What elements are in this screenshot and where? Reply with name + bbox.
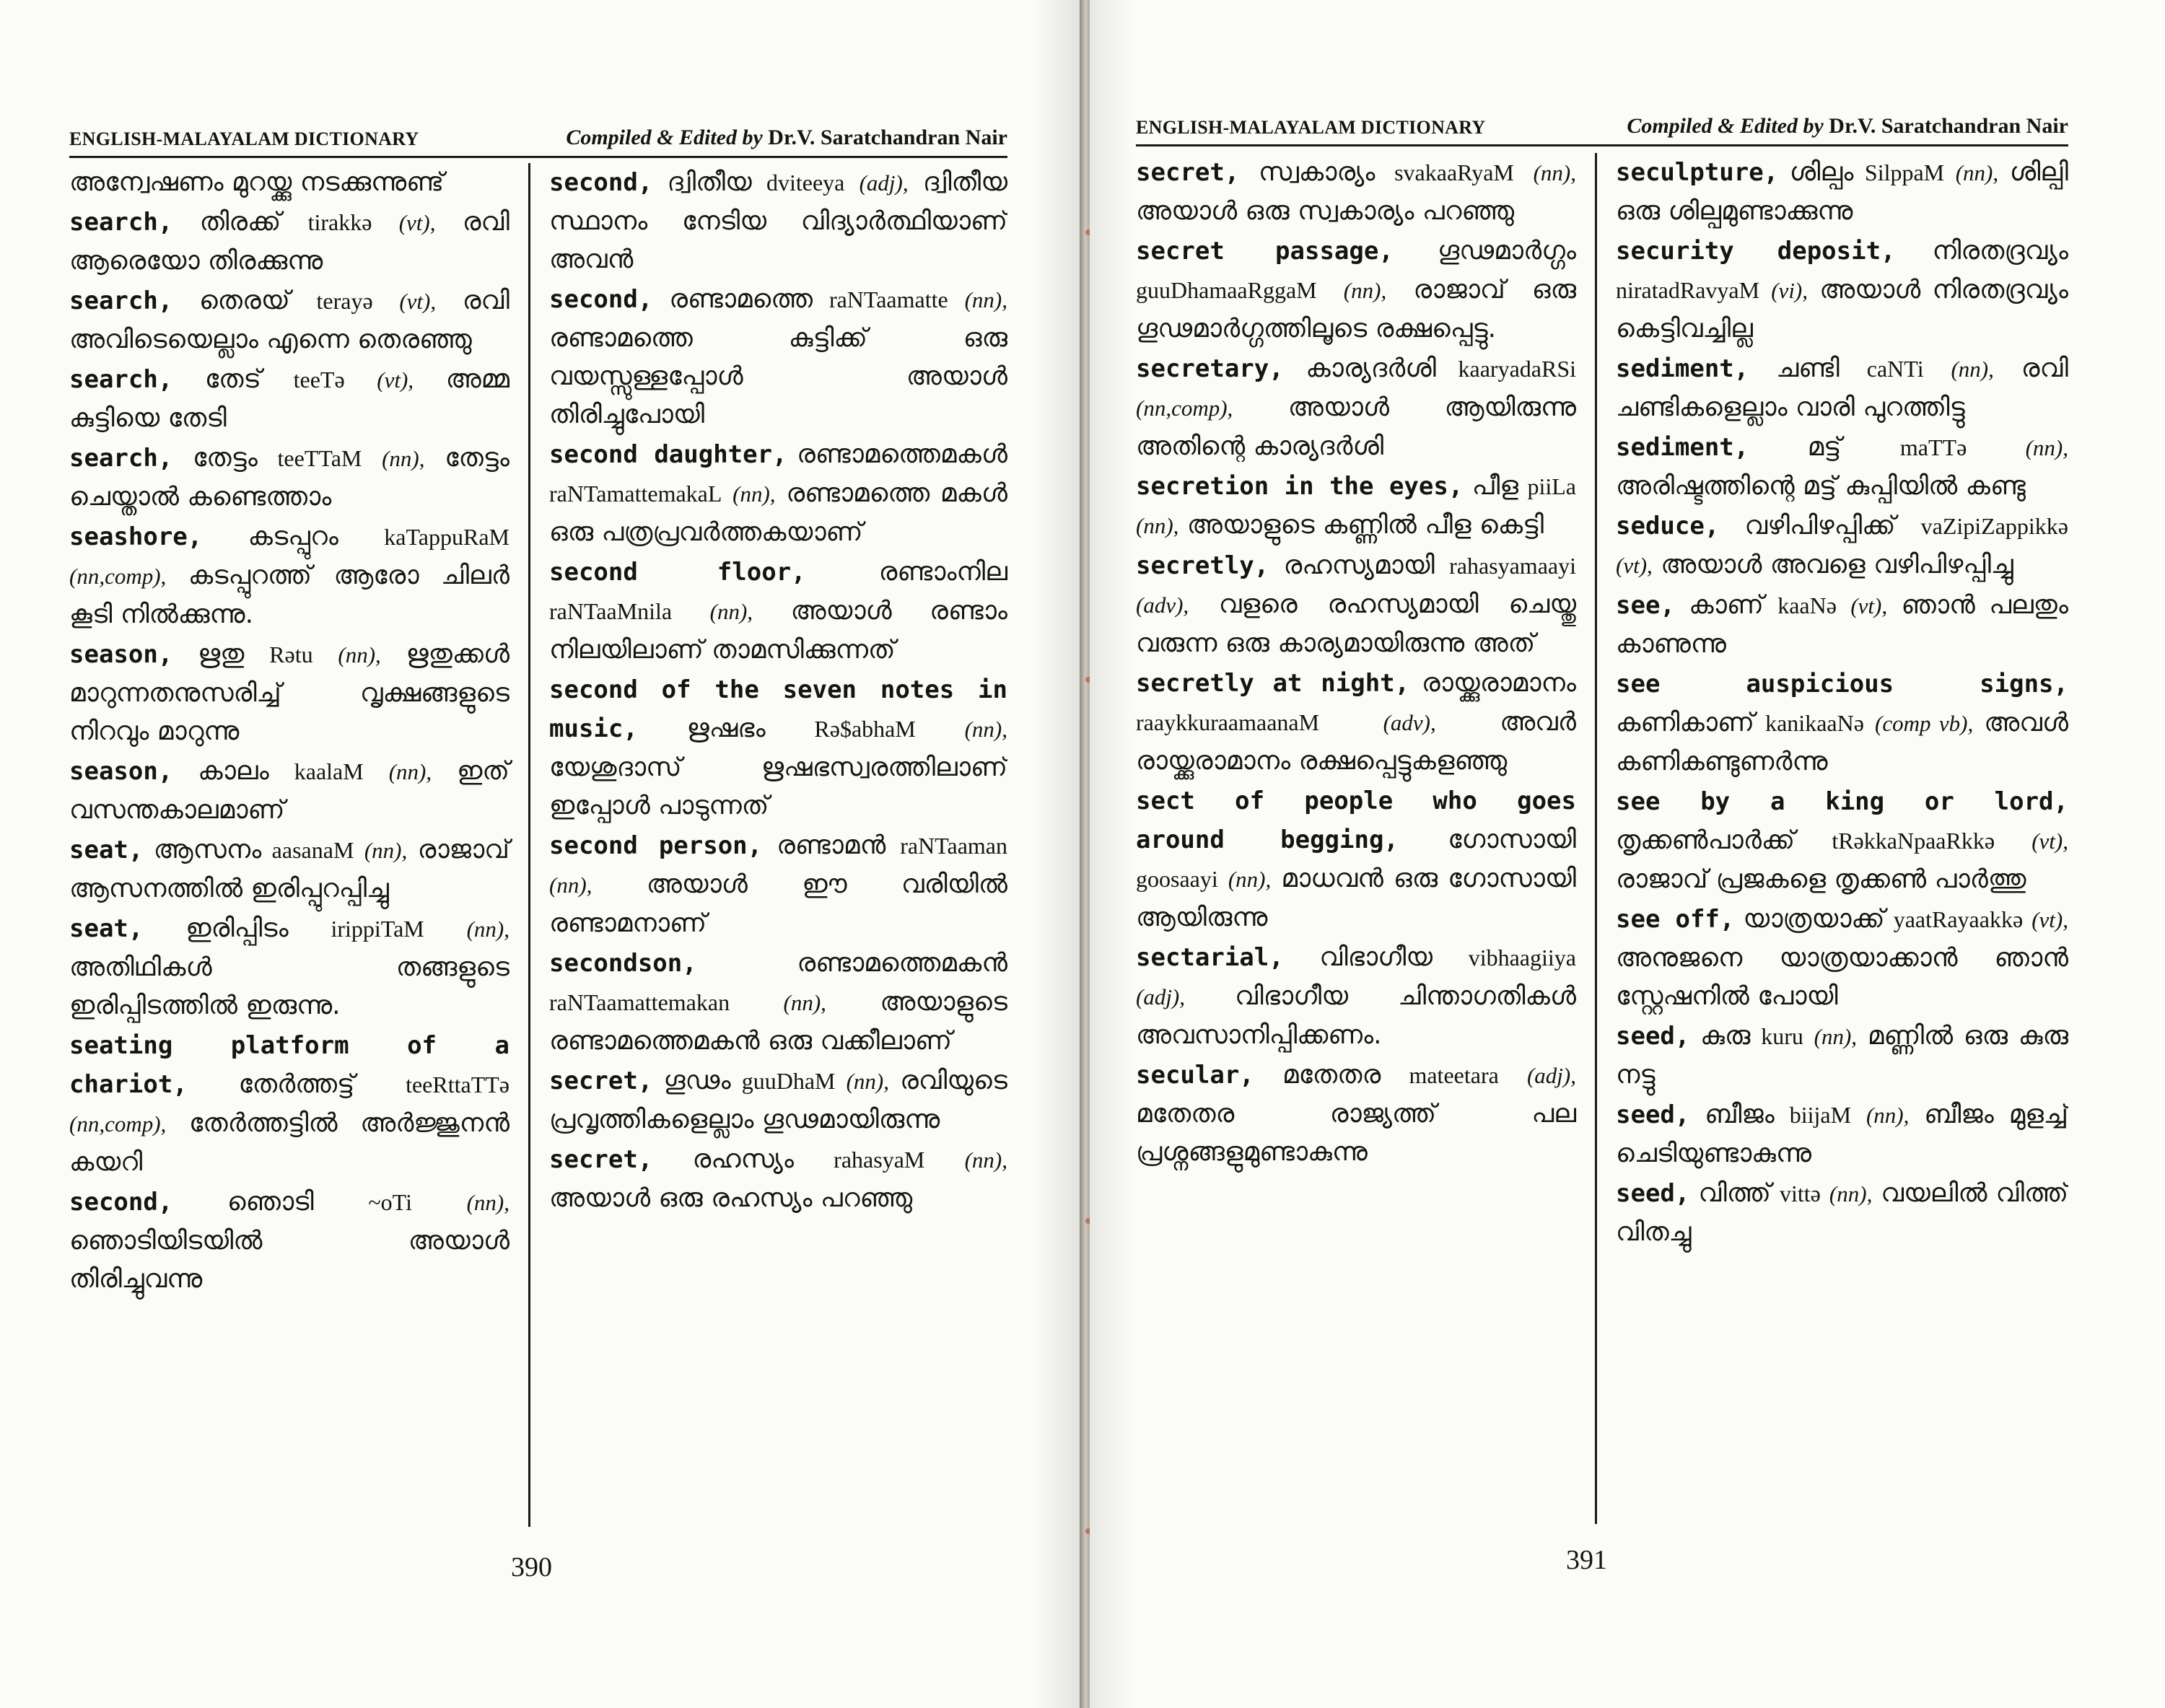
malayalam-equivalent: പീള [1471,471,1519,501]
part-of-speech: (nn), [466,1190,510,1215]
example-sentence: അനുജനെ യാത്രയാക്കാൻ ഞാൻ സ്റ്റേഷനിൽ പോയി [1616,943,2068,1011]
transliteration: vittə [1779,1181,1821,1206]
malayalam-equivalent: രണ്ടാമത്തെമകൾ [797,439,1007,469]
part-of-speech: (vt), [377,367,414,393]
part-of-speech: (nn), [549,872,592,898]
headword: search, [69,208,173,237]
malayalam-equivalent: ശില്പം [1789,157,1854,187]
dictionary-entry [549,670,1007,825]
headword: second, [549,168,653,197]
example-sentence: ഞൊടിയിടയിൽ അയാൾ തിരിച്ചുവന്നു [69,1226,509,1294]
dictionary-entry [69,1183,509,1298]
dictionary-entry [1616,428,2068,505]
part-of-speech: (vt), [398,210,436,235]
malayalam-equivalent: കണികാണ് [1616,708,1754,737]
malayalam-equivalent: രഹസ്യം [692,1144,794,1174]
transliteration: raNTamattemakaL [549,481,722,507]
headword: second person, [549,831,763,860]
dictionary-entry [1136,349,1576,465]
example-sentence: മണ്ണിൽ ഒരു കുരു നട്ടു [1616,1021,2068,1090]
dictionary-entry [1136,467,1576,545]
malayalam-equivalent: കാലം [198,756,269,786]
dictionary-entry [1616,782,2068,898]
example-sentence: രാജാവ് ആസനത്തിൽ ഇരിപ്പുറപ്പിച്ചു [69,835,510,903]
example-sentence: കടപ്പുറത്ത് ആരോ ചിലർ കൂടി നിൽക്കുന്നു. [69,561,509,629]
transliteration: teeRttaTTə [406,1072,509,1098]
dictionary-entry [1616,900,2068,1015]
example-sentence: അമ്മ കുട്ടിയെ തേടി [69,364,509,433]
part-of-speech: (comp vb), [1875,711,1974,736]
headword: secretly, [1136,551,1269,580]
dictionary-entry [1616,586,2068,663]
malayalam-equivalent: തേട് [204,364,261,394]
malayalam-equivalent: ബീജം [1705,1100,1775,1129]
headword: security deposit, [1616,237,1896,266]
running-head [1136,100,2068,146]
transliteration: raaykkuraamaanaM [1136,709,1320,735]
part-of-speech: (vi), [1771,278,1808,303]
transliteration: terayə [316,288,373,314]
dictionary-entry [1136,781,1576,937]
transliteration: raNTaaman [900,833,1007,859]
transliteration: aasanaM [271,837,354,863]
compiler-credit [566,126,1007,150]
headword: secretion in the eyes, [1136,472,1464,501]
transliteration: tRəkkaNpaaRkkə [1832,828,1995,854]
example-sentence: ശില്പി ഒരു ശില്പമുണ്ടാക്കുന്നു [1616,157,2068,226]
dictionary-entry [1616,665,2068,781]
malayalam-equivalent: യാത്രയാക്ക് [1743,904,1885,934]
column-right [1595,153,2068,1524]
example-sentence: വിഭാഗീയ ചിന്താഗതികൾ അവസാനിപ്പിക്കണം. [1136,981,1576,1050]
transliteration: mateetara [1409,1062,1499,1088]
transliteration: rahasyamaayi [1449,553,1576,579]
headword: secretary, [1136,354,1284,383]
example-sentence: രാജാവ് പ്രജകളെ തൃക്കൺ പാർത്തു [1616,864,2026,894]
malayalam-equivalent: വിത്ത് [1698,1178,1771,1208]
dictionary-entry [1136,1056,1576,1171]
headword: secret, [1136,158,1240,187]
malayalam-equivalent: വിഭാഗീയ [1319,942,1433,972]
page-columns [1136,153,2068,1524]
part-of-speech: (nn), [964,287,1007,312]
part-of-speech: (nn), [1951,356,1994,382]
dictionary-entry [1616,349,2068,426]
headword: second of the seven notes in music, [549,675,1007,743]
part-of-speech: (nn), [1814,1024,1858,1049]
malayalam-equivalent: തേർത്തട്ട് [238,1069,355,1099]
malayalam-equivalent: ഞൊടി [227,1187,314,1217]
dictionary-entry [1136,232,1576,348]
dictionary-entry [69,439,509,516]
headword: sectarial, [1136,943,1284,972]
dictionary-title: ENGLISH-MALAYALAM DICTIONARY [1136,117,1486,138]
part-of-speech: (adv), [1383,710,1436,735]
part-of-speech: (nn,comp), [69,1111,167,1137]
part-of-speech: (nn), [964,717,1007,742]
malayalam-equivalent: രണ്ടാമത്തെമകൻ [797,948,1007,978]
example-sentence: വളരെ രഹസ്യമായി ചെയ്തു വരുന്ന ഒരു കാര്യമായിരുന്നു അത് [1136,590,1576,658]
example-sentence: അരിഷ്ടത്തിന്റെ മട്ട് കുപ്പിയിൽ കണ്ടു [1616,471,2026,501]
example-sentence: അയാൾ ആയിരുന്നു അതിന്റെ കാര്യദർശി [1136,393,1576,461]
malayalam-equivalent: ദ്വിതീയ [667,167,752,197]
part-of-speech: (nn,comp), [1136,395,1233,421]
part-of-speech: (nn), [964,1147,1007,1173]
compiler-name: Dr.V. Saratchandran Nair [1829,114,2068,138]
part-of-speech: (vt), [2031,907,2068,932]
malayalam-equivalent: ഇരിപ്പിടം [185,914,289,943]
malayalam-equivalent: തൃക്കൺപാർക്ക് [1616,825,1796,855]
transliteration: niratadRavyaM [1616,277,1760,303]
malayalam-equivalent: മതേതര [1282,1060,1381,1090]
headword: seed, [1616,1179,1690,1208]
malayalam-equivalent: രഹസ്യമായി [1283,551,1435,580]
part-of-speech: (nn), [1343,278,1387,303]
headword: seed, [1616,1022,1690,1051]
malayalam-equivalent: ഗൂഢം [663,1066,731,1095]
compiler-credit [1627,114,2068,139]
transliteration: rahasyaM [834,1147,925,1173]
headword: seating platform of a chariot, [69,1031,509,1099]
headword: see auspicious signs, [1616,670,2068,698]
malayalam-equivalent: കാര്യദർശി [1305,354,1436,383]
headword: second daughter, [549,440,787,469]
dictionary-entry [549,1061,1007,1139]
example-sentence: ഇത് വസന്തകാലമാണ് [69,756,509,825]
example-sentence: തേർത്തട്ടിൽ അർജ്ജുനൻ കയറി [69,1108,509,1177]
malayalam-equivalent: തെരയ് [198,286,290,315]
dictionary-entry [69,831,509,908]
malayalam-equivalent: തിരക്ക് [199,207,281,237]
headword: see, [1616,591,1675,620]
headword: search, [69,365,173,394]
transliteration: kaaryadaRSi [1458,356,1576,382]
malayalam-equivalent: രണ്ടാമത്തെ [669,284,813,314]
transliteration: biijaM [1789,1102,1852,1128]
malayalam-equivalent: ഗോസായി [1448,825,1576,854]
example-sentence: രവിയുടെ പ്രവൃത്തികളെല്ലാം ഗൂഢമായിരുന്നു [549,1066,1007,1134]
headword: secret, [549,1145,653,1174]
transliteration: kaTappuRaM [384,524,509,550]
dictionary-entry [69,281,509,359]
transliteration: irippiTaM [331,916,424,942]
part-of-speech: (adv), [1136,592,1189,618]
headword: seashore, [69,522,203,551]
example-sentence: രണ്ടാമത്തെ മകൾ ഒരു പത്രപ്രവർത്തകയാണ് [549,478,1007,547]
part-of-speech: (adj), [1136,984,1186,1010]
compiled-prefix: Compiled & Edited by [1627,114,1824,138]
headword: sect of people who goes around begging, [1136,787,1576,854]
malayalam-equivalent: രായ്ക്കുരാമാനം [1421,668,1576,698]
headword: season, [69,757,173,786]
dictionary-entry [1616,153,2068,230]
transliteration: raNTaaMnila [549,598,673,624]
column-right [528,163,1007,1527]
dictionary-entry [549,944,1007,1060]
malayalam-equivalent: കടപ്പുറം [248,522,338,551]
transliteration: Rətu [269,641,313,667]
part-of-speech: (nn), [1533,160,1577,185]
headword: sediment, [1616,433,1749,462]
dictionary-entry [69,517,509,634]
dictionary-entry [69,203,509,280]
page-number: 390 [511,1552,552,1582]
dictionary-entry [1616,1095,2068,1173]
part-of-speech: (nn), [382,446,425,471]
part-of-speech: (nn), [783,990,826,1015]
malayalam-equivalent: ചണ്ടി [1776,354,1840,383]
part-of-speech: (nn,comp), [69,564,167,589]
malayalam-equivalent: തേട്ടം [193,443,258,473]
headword: see by a king or lord, [1616,787,2068,816]
dictionary-entry [549,826,1007,942]
headword: seculpture, [1616,158,1779,187]
dictionary-entry [69,635,509,750]
transliteration: teeTə [293,367,345,393]
example-sentence: അവൾ കണികണ്ടുണർന്നു [1616,708,2068,776]
dictionary-entry [549,280,1007,434]
transliteration: raNTaamatte [828,286,948,312]
example-sentence: തേട്ടം ചെയ്താൽ കണ്ടെത്താം [69,443,509,512]
example-sentence: ഋതുക്കൾ മാറുന്നതനുസരിച്ച് വൃക്ഷങ്ങളുടെ നിറവും മാറുന്നു [69,639,509,746]
malayalam-equivalent: നിരതദ്രവ്യം [1932,236,2068,266]
example-sentence: അയാൾ നിരതദ്രവ്യം കെട്ടിവച്ചില്ല [1616,275,2068,343]
example-sentence: രവി ആരെയോ തിരക്കുന്നു [69,207,509,276]
example-sentence: ദ്വിതീയ സ്ഥാനം നേടിയ വിദ്യാർത്ഥിയാണ് അവൻ [549,167,1007,274]
transliteration: Rə$abhaM [814,716,916,742]
part-of-speech: (nn), [732,481,776,507]
transliteration: SilppaM [1864,159,1945,185]
dictionary-entry [1136,938,1576,1054]
dictionary-entry [1616,1174,2068,1251]
transliteration: kanikaaNə [1765,710,1864,736]
compiled-prefix: Compiled & Edited by [566,126,763,149]
malayalam-equivalent: ഗൂഢമാർഗ്ഗം [1438,236,1576,266]
dictionary-entry [1616,232,2068,348]
headword: second floor, [549,558,806,587]
dictionary-entry [549,553,1007,669]
malayalam-equivalent: വഴിപിഴപ്പിക്ക് [1744,511,1896,540]
dictionary-entry [69,752,509,829]
malayalam-equivalent: കുരു [1700,1021,1751,1051]
part-of-speech: (vt), [1616,553,1653,578]
transliteration: goosaayi [1136,866,1218,892]
part-of-speech: (nn), [1228,867,1272,892]
example-sentence: അതിഥികൾ തങ്ങളുടെ ഇരിപ്പിടത്തിൽ ഇരുന്നു. [69,952,509,1020]
example-sentence: അയാളുടെ രണ്ടാമത്തെമകൻ ഒരു വക്കീലാണ് [549,987,1007,1056]
transliteration: vaZipiZappikkə [1920,513,2068,539]
part-of-speech: (nn), [364,838,408,863]
headword: seduce, [1616,512,1720,540]
headword: seed, [1616,1100,1690,1129]
malayalam-equivalent: സ്വകാര്യം [1259,157,1375,187]
dictionary-entry [69,163,509,201]
example-sentence: അവർ രായ്ക്കുരാമാനം രക്ഷപ്പെട്ടുകളഞ്ഞു [1136,707,1576,776]
transliteration: tirakkə [307,209,372,235]
headword: secret, [549,1067,653,1095]
example-sentence: വയലിൽ വിത്ത് വിതച്ചു [1616,1178,2068,1247]
transliteration: yaatRayaakkə [1893,906,2024,932]
transliteration: dviteeya [766,170,845,196]
transliteration: kaalaM [294,758,364,784]
malayalam-equivalent: അന്വേഷണം മുറയ്ക്കു നടക്കുന്നുണ്ട് [69,167,445,197]
transliteration: svakaaRyaM [1394,159,1514,185]
malayalam-equivalent: രണ്ടാമൻ [777,831,886,860]
example-sentence: അയാൾ അവളെ വഴിപിഴപ്പിച്ചു [1661,550,2013,579]
transliteration: piiLa [1527,473,1576,499]
running-head [69,111,1007,158]
dictionary-entry [1616,1017,2068,1094]
part-of-speech: (vt), [1850,593,1888,618]
gutter-shadow [1090,0,1133,1708]
dictionary-entry [1136,153,1576,230]
headword: seat, [69,836,144,864]
headword: sediment, [1616,354,1749,383]
part-of-speech: (vt), [2031,828,2068,854]
part-of-speech: (nn), [388,759,432,784]
dictionary-entry [549,435,1007,551]
dictionary-entry [549,1140,1007,1217]
dictionary-entry [1136,546,1576,662]
part-of-speech: (nn), [1866,1103,1910,1128]
headword: seat, [69,914,144,943]
part-of-speech: (adj), [1526,1063,1576,1088]
transliteration: ~oTi [368,1189,412,1215]
transliteration: maTTə [1899,434,1967,460]
headword: secondson, [549,949,697,978]
headword: second, [69,1188,173,1217]
example-sentence: അയാളുടെ കണ്ണിൽ പീള കെട്ടി [1186,510,1544,540]
headword: secretly at night, [1136,669,1410,698]
example-sentence: അയാൾ ഒരു രഹസ്യം പറഞ്ഞു [549,1183,913,1213]
malayalam-equivalent: ഋഷഭം [686,714,766,743]
part-of-speech: (nn), [846,1069,889,1094]
dictionary-entry [69,1026,509,1181]
transliteration: vibhaagiiya [1468,945,1576,971]
page-390 [0,0,1082,1708]
example-sentence: രണ്ടാമത്തെ കുട്ടിക്ക് ഒരു വയസ്സുള്ളപ്പോൾ അയാൾ തിരിച്ചുപോയി [549,323,1007,429]
example-sentence: രവി ചണ്ടികളെല്ലാം വാരി പുറത്തിട്ടു [1616,354,2068,422]
transliteration: raNTaamattemakan [549,989,730,1015]
dictionary-entry [1136,664,1576,780]
example-sentence: രാജാവ് ഒരു ഗൂഢമാർഗ്ഗത്തിലൂടെ രക്ഷപ്പെട്ടു. [1136,275,1576,343]
example-sentence: രവി അവിടെയെല്ലാം എന്നെ തെരഞ്ഞു [69,286,509,354]
transliteration: kaaNə [1777,592,1837,618]
dictionary-entry [1616,507,2068,584]
malayalam-equivalent: ഋതു [198,639,245,669]
example-sentence: ഞാൻ പലതും കാണുന്നു [1616,590,2068,659]
compiler-name: Dr.V. Saratchandran Nair [768,126,1007,149]
transliteration: guuDhamaaRggaM [1136,277,1317,303]
example-sentence: അയാൾ ഈ വരിയിൽ രണ്ടാമനാണ് [549,870,1007,938]
transliteration: teeTTaM [277,445,362,471]
malayalam-equivalent: രണ്ടാംനില [878,557,1007,587]
page-391 [1090,0,2165,1708]
headword: secular, [1136,1061,1254,1090]
headword: season, [69,640,173,669]
column-left [69,163,528,1527]
part-of-speech: (nn), [1829,1181,1873,1206]
part-of-speech: (nn), [709,599,753,624]
malayalam-equivalent: മട്ട് [1807,432,1842,462]
part-of-speech: (nn), [2025,435,2068,460]
headword: secret passage, [1136,237,1394,266]
dictionary-entry [69,909,509,1025]
example-sentence: ബീജം മുളച്ച് ചെടിയുണ്ടാകുന്നു [1616,1100,2068,1168]
dictionary-entry [69,360,509,437]
column-left [1136,153,1595,1524]
transliteration: guuDhaM [741,1068,836,1094]
part-of-speech: (adj), [859,170,909,196]
malayalam-equivalent: ആസനം [153,835,262,864]
malayalam-equivalent: കാണ് [1689,590,1764,620]
gutter-shadow [1032,0,1082,1708]
example-sentence: അയാൾ ഒരു സ്വകാര്യം പറഞ്ഞു [1136,196,1515,226]
headword: search, [69,286,173,315]
part-of-speech: (nn), [466,916,509,942]
headword: see off, [1616,905,1735,934]
example-sentence: മതേതര രാജ്യത്ത് പല പ്രശ്നങ്ങളുമുണ്ടാകുന്നു [1136,1099,1576,1167]
transliteration: kuru [1761,1023,1803,1049]
page-columns [69,163,1007,1527]
part-of-speech: (nn), [338,642,381,667]
dictionary-entry [549,163,1007,279]
headword: second, [549,285,653,314]
page-number: 391 [1566,1545,1607,1575]
example-sentence: മാധവൻ ഒരു ഗോസായി ആയിരുന്നു [1136,864,1576,932]
dictionary-title: ENGLISH-MALAYALAM DICTIONARY [69,128,419,149]
part-of-speech: (nn), [1955,160,1999,185]
headword: search, [69,444,173,473]
part-of-speech: (vt), [399,289,437,314]
transliteration: caNTi [1866,356,1924,382]
part-of-speech: (nn), [1136,513,1179,538]
example-sentence: യേശുദാസ് ഋഷഭസ്വരത്തിലാണ് ഇപ്പോൾ പാടുന്നത് [549,753,1007,820]
example-sentence: അയാൾ രണ്ടാം നിലയിലാണ് താമസിക്കുന്നത് [549,596,1007,665]
